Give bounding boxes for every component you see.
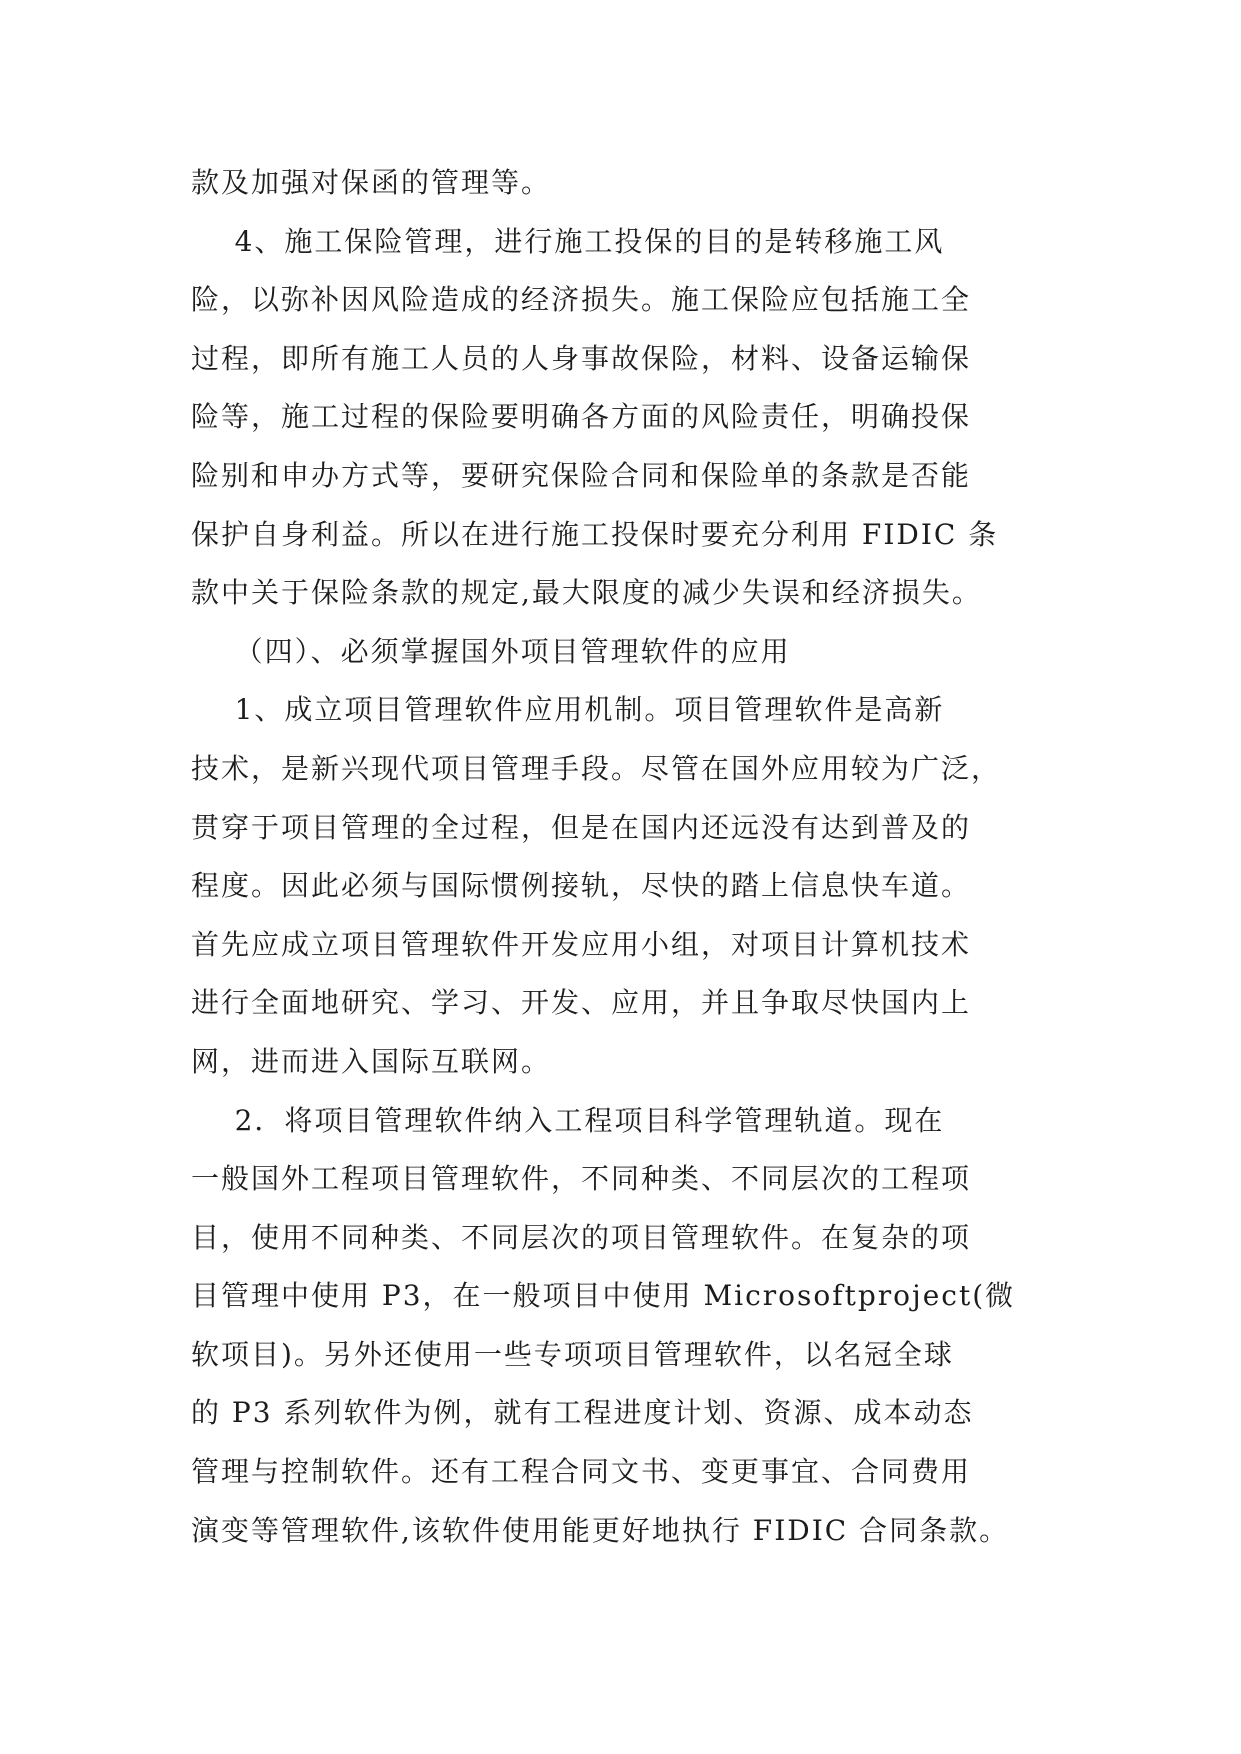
text-line: 目管理中使用 P3，在一般项目中使用 Microsoftproject(微 — [191, 1279, 1016, 1313]
text-line: 一般国外工程项目管理软件，不同种类、不同层次的工程项 — [191, 1162, 972, 1196]
text-line: 险别和申办方式等，要研究保险合同和保险单的条款是否能 — [191, 458, 972, 492]
text-line: 4、施工保险管理，进行施工投保的目的是转移施工风 — [191, 224, 945, 258]
text-line: 技术，是新兴现代项目管理手段。尽管在国外应用较为广泛， — [191, 751, 1002, 785]
text-line: 的 P3 系列软件为例，就有工程进度计划、资源、成本动态 — [191, 1396, 974, 1430]
text-line: 网，进而进入国际互联网。 — [191, 1044, 552, 1078]
text-line: 目，使用不同种类、不同层次的项目管理软件。在复杂的项 — [191, 1220, 972, 1254]
text-line: 险等，施工过程的保险要明确各方面的风险责任，明确投保 — [191, 400, 972, 434]
section-heading: （四）、必须掌握国外项目管理软件的应用 — [191, 634, 791, 668]
text-line: 保护自身利益。所以在进行施工投保时要充分利用 FIDIC 条 — [191, 517, 999, 551]
text-line: 首先应成立项目管理软件开发应用小组，对项目计算机技术 — [191, 927, 972, 961]
text-line: 程度。因此必须与国际惯例接轨，尽快的踏上信息快车道。 — [191, 869, 972, 903]
text-line: 险，以弥补因风险造成的经济损失。施工保险应包括施工全 — [191, 283, 972, 317]
text-line: 1、成立项目管理软件应用机制。项目管理软件是高新 — [191, 693, 945, 727]
text-line: 款及加强对保函的管理等。 — [191, 166, 552, 199]
body-text — [191, 154, 1071, 1560]
text-line: 过程，即所有施工人员的人身事故保险，材料、设备运输保 — [191, 341, 972, 375]
text-line: 演变等管理软件,该软件使用能更好地执行 FIDIC 合同条款。 — [191, 1513, 1010, 1547]
text-line: 贯穿于项目管理的全过程，但是在国内还远没有达到普及的 — [191, 810, 972, 844]
text-line: 2．将项目管理软件纳入工程项目科学管理轨道。现在 — [191, 1103, 945, 1137]
text-line: 管理与控制软件。还有工程合同文书、变更事宜、合同费用 — [191, 1455, 972, 1489]
text-line: 软项目)。另外还使用一些专项项目管理软件，以名冠全球 — [191, 1337, 954, 1371]
text-line: 款中关于保险条款的规定,最大限度的减少失误和经济损失。 — [191, 576, 982, 610]
text-line: 进行全面地研究、学习、开发、应用，并且争取尽快国内上 — [191, 986, 972, 1020]
